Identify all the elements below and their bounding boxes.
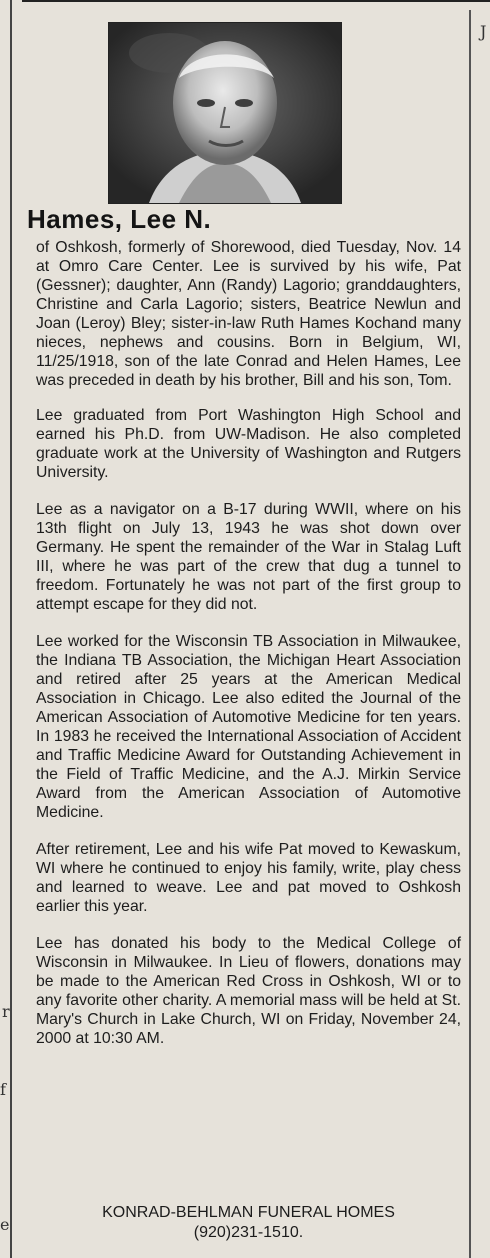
funeral-home-phone: (920)231-1510.	[193, 1224, 304, 1241]
obituary-paragraph: Lee worked for the Wisconsin TB Association in Milwaukee, the Indiana TB Association, the Michigan Heart Association and retired after 25 years at the American Medical Association in Chicago. Lee also edited the Journal of the American Association of Automotive Medicine for ten years. In 1983 he received the International Association of Accident and Traffic Medicine Award for Outstanding Achievement in the Field of Traffic Medicine, and the A.J. Mirkin Service Award from the American Association of Automotive Medicine.	[36, 633, 461, 821]
funeral-home-block	[36, 1203, 461, 1243]
obituary-paragraph: After retirement, Lee and his wife Pat moved to Kewaskum, WI where he continued to enjoy his family, write, play chess and learned to weave. Lee and pat moved to Oshkosh earlier this year.	[36, 841, 461, 915]
obituary-body	[36, 238, 461, 1066]
obituary-paragraph: Lee has donated his body to the Medical College of Wisconsin in Milwaukee. In Lieu of flowers, donations may be made to the American Red Cross in Oshkosh, WI or to any favorite other charity. A memorial mass will be held at St. Mary's Church in Lake Church, WI on Friday, November 24, 2000 at 10:30 AM.	[36, 935, 461, 1047]
margin-fragment: J	[480, 22, 487, 41]
obituary-paragraph: of Oshkosh, formerly of Shorewood, died Tuesday, Nov. 14 at Omro Care Center. Lee is survived by his wife, Pat (Gessner); daughter, Ann (Randy) Lagorio; granddaughters, Christine and Carla Lagorio; sisters, Beatrice Newlun and Joan (Leroy) Bley; sister-in-law Ruth Hames Kochand many nieces, nephews and cousins. Born in Belgium, WI, 11/25/1918, son of the late Conrad and Helen Hames, Lee was preceded in death by his brother, Bill and his son, Tom.	[36, 239, 461, 389]
top-rule	[22, 0, 490, 12]
portrait-photo	[108, 22, 342, 204]
left-column-rule	[10, 0, 12, 1258]
obituary-paragraph: Lee graduated from Port Washington High School and earned his Ph.D. from UW-Madison. He also completed graduate work at the University of Washington and Rutgers University.	[36, 407, 461, 481]
margin-fragment: e	[0, 1215, 10, 1234]
right-column-rule	[469, 10, 471, 1258]
funeral-home-name: KONRAD-BEHLMAN FUNERAL HOMES	[102, 1204, 395, 1221]
obituary-paragraph: Lee as a navigator on a B-17 during WWII, where on his 13th flight on July 13, 1943 he was shot down over Germany. He spent the remainder of the War in Stalag Luft III, where he was part of the crew that dug a tunnel to freedom. Fortunately he was not part of the first group to attempt escape for they did not.	[36, 501, 461, 613]
margin-fragment: f	[0, 1080, 6, 1099]
decedent-name: Hames, Lee N.	[27, 204, 212, 234]
margin-fragment: r	[2, 1002, 10, 1021]
